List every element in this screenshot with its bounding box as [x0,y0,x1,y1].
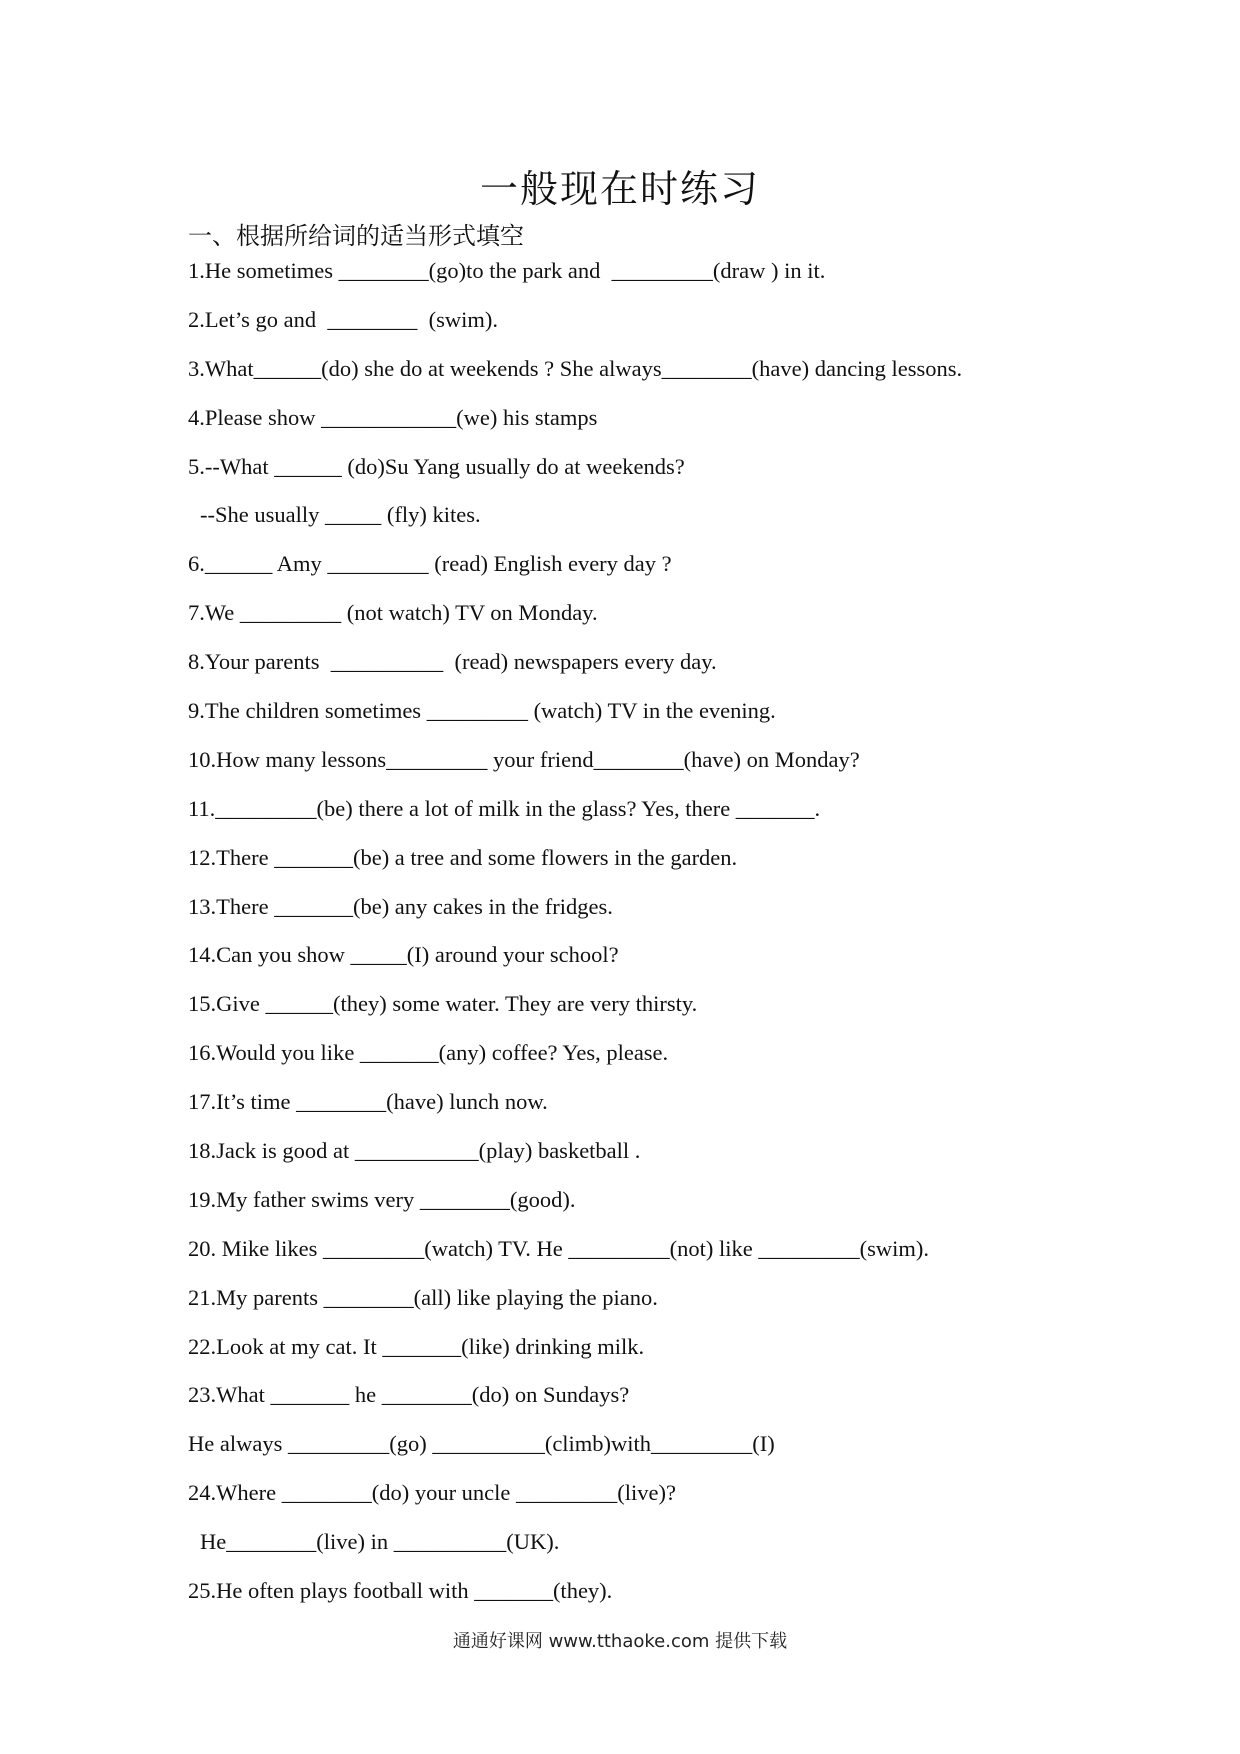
exercise-line-8: 8.Your parents __________ (read) newspapers every day. [188,649,717,675]
exercise-line-2: 2.Let’s go and ________ (swim). [188,306,498,332]
exercise-line-22: 22.Look at my cat. It _______(like) drinking milk. [188,1333,645,1359]
section-heading: 一、根据所给词的适当形式填空 [188,222,524,250]
exercise-line-5: 5.--What ______ (do)Su Yang usually do at weekends? [188,453,685,479]
exercise-line-6: 6.______ Amy _________ (read) English every day ? [188,551,672,577]
exercise-line-9: 9.The children sometimes _________ (watch) TV in the evening. [188,698,776,724]
exercise-line-25: 25.He often plays football with _______(they). [188,1578,613,1604]
exercise-line-14: 14.Can you show _____(I) around your school? [188,942,619,968]
exercise-line-16: 16.Would you like _______(any) coffee? Yes, please. [188,1040,669,1066]
exercise-line-23-answer: He always _________(go) __________(climb)with_________(I) [188,1431,775,1457]
exercise-line-21: 21.My parents ________(all) like playing the piano. [188,1284,658,1310]
exercise-line-20: 20. Mike likes _________(watch) TV. He _________(not) like _________(swim). [188,1235,929,1261]
exercise-line-17: 17.It’s time ________(have) lunch now. [188,1089,548,1115]
exercise-line-10: 10.How many lessons_________ your friend________(have) on Monday? [188,746,860,772]
exercise-line-12: 12.There _______(be) a tree and some flowers in the garden. [188,844,738,870]
exercise-line-4: 4.Please show ____________(we) his stamps [188,404,598,430]
exercise-line-3: 3.What______(do) she do at weekends ? She always________(have) dancing lessons. [188,355,963,381]
page-footer: 通通好课网 www.tthaoke.com 提供下载 [452,1631,788,1652]
exercise-list [188,256,1088,1625]
exercise-line-23: 23.What _______ he ________(do) on Sundays? [188,1382,630,1408]
exercise-line-5-answer: --She usually _____ (fly) kites. [200,502,481,528]
exercise-line-15: 15.Give ______(they) some water. They are very thirsty. [188,991,698,1017]
exercise-line-11: 11._________(be) there a lot of milk in the glass? Yes, there _______. [188,795,821,821]
exercise-line-24-answer: He________(live) in __________(UK). [200,1529,560,1555]
exercise-line-1: 1.He sometimes ________(go)to the park and _________(draw ) in it. [188,258,826,283]
exercise-line-18: 18.Jack is good at ___________(play) basketball . [188,1138,641,1164]
exercise-line-13: 13.There _______(be) any cakes in the fridges. [188,893,613,919]
exercise-line-7: 7.We _________ (not watch) TV on Monday. [188,600,598,626]
page-title: 一般现在时练习 [479,167,760,211]
exercise-line-19: 19.My father swims very ________(good). [188,1186,576,1212]
exercise-line-24: 24.Where ________(do) your uncle _________(live)? [188,1480,676,1506]
